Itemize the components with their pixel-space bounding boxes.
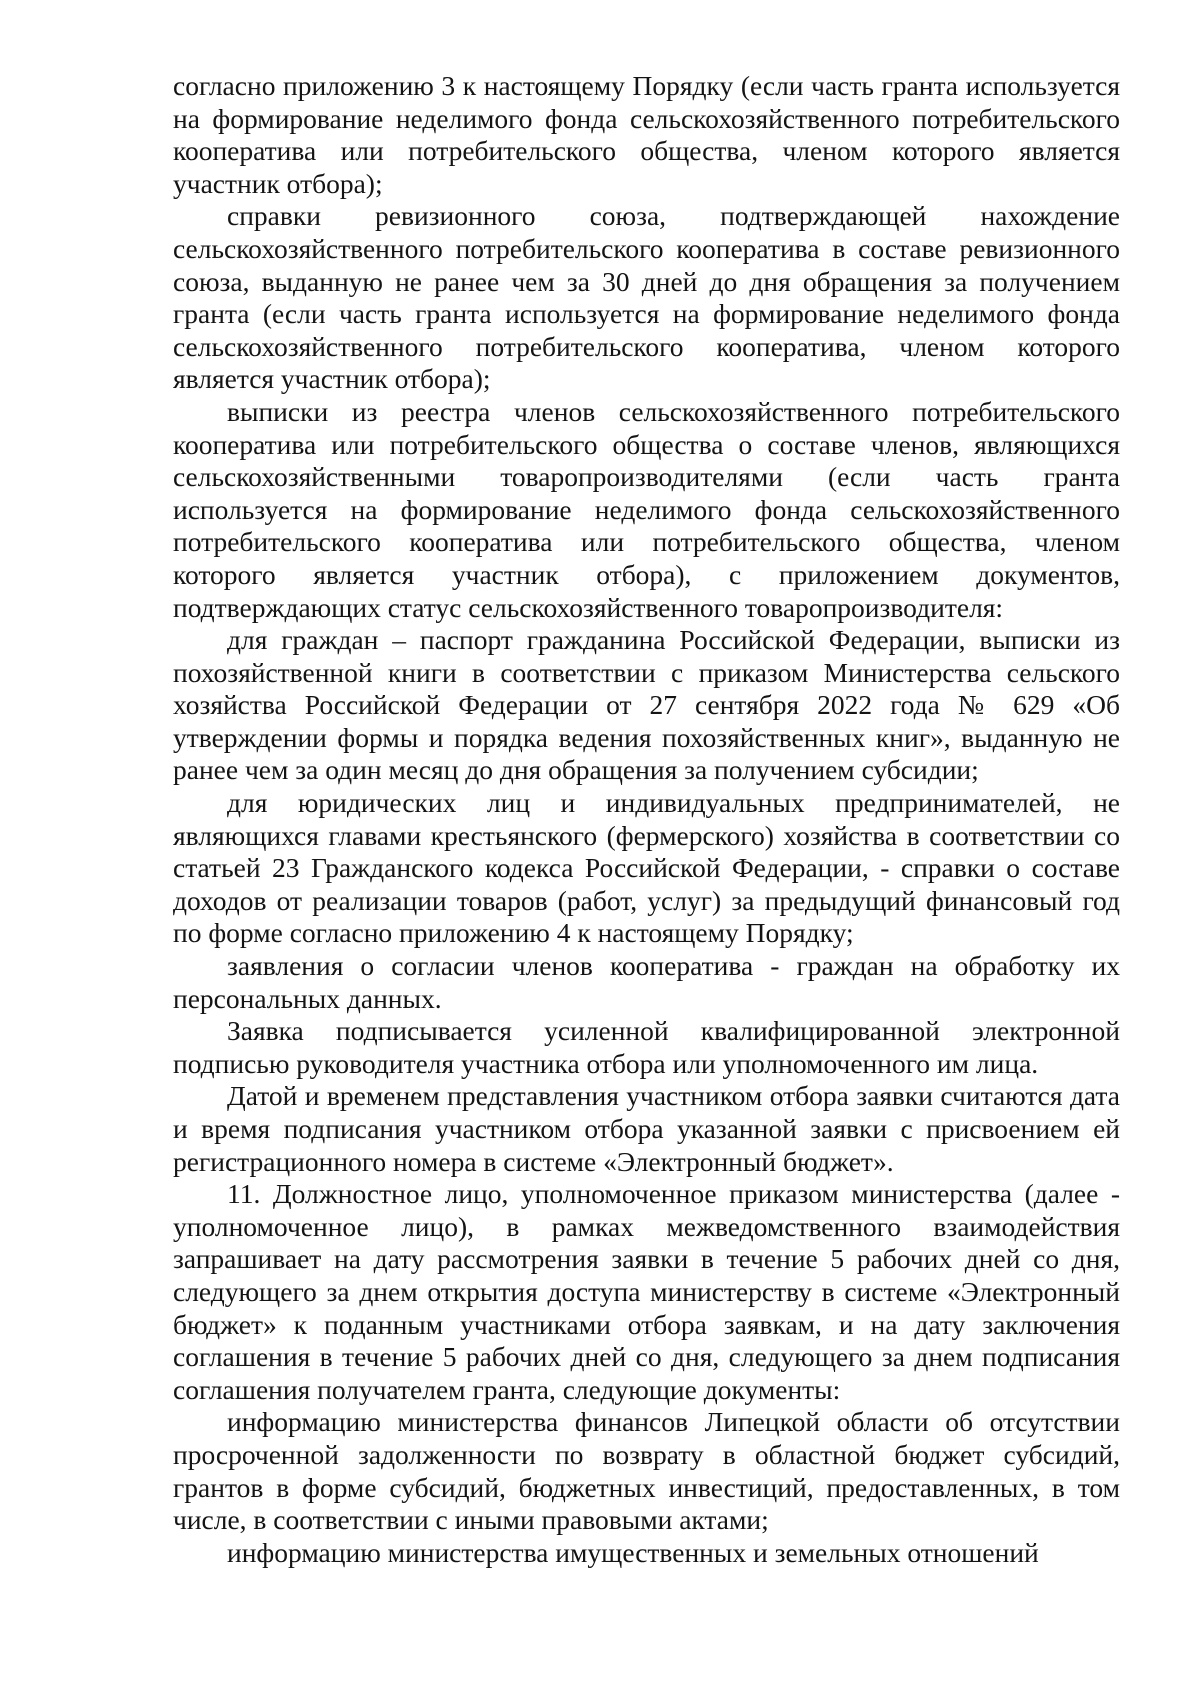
document-body (173, 70, 1120, 1569)
paragraph-citizens-documents: для граждан – паспорт гражданина Российской Федерации, выписки из похозяйственной книги в соответствии с приказом Министерства сельского хозяйства Российской Федерации от 27 сентября 2022 года № 629 «Об утверждении формы и порядка ведения похозяйственных книг», выданную не ранее чем за один месяц до дня обращения за получением субсидии; (173, 624, 1120, 786)
paragraph-application-signature: Заявка подписывается усиленной квалифицированной электронной подписью руководителя участника отбора или уполномоченного им лица. (173, 1015, 1120, 1079)
paragraph-continuation: согласно приложению 3 к настоящему Порядку (если часть гранта используется на формирование неделимого фонда сельскохозяйственного потребительского кооператива или потребительского общества, членом которого является участник отбора); (173, 70, 1120, 199)
paragraph-consent-statements: заявления о согласии членов кооператива - граждан на обработку их персональных данных. (173, 950, 1120, 1014)
paragraph-finance-ministry-info: информацию министерства финансов Липецкой области об отсутствии просроченной задолженности по возврату в областной бюджет субсидий, грантов в форме субсидий, бюджетных инвестиций, предоставленных, в том числе, в соответствии с иными правовыми актами; (173, 1406, 1120, 1536)
paragraph-submission-date: Датой и временем представления участником отбора заявки считаются дата и время подписания участником отбора указанной заявки с присвоением ей регистрационного номера в системе «Электронный бюджет». (173, 1080, 1120, 1177)
paragraph-section-11: 11. Должностное лицо, уполномоченное приказом министерства (далее - уполномоченное лицо), в рамках межведомственного взаимодействия запрашивает на дату рассмотрения заявки в течение 5 рабочих дней со дня, следующего за днем открытия доступа министерству в системе «Электронный бюджет» к поданным участниками отбора заявкам, и на дату заключения соглашения в течение 5 рабочих дней со дня, следующего за днем подписания соглашения получателем гранта, следующие документы: (173, 1178, 1120, 1405)
paragraph-members-registry-extract: выписки из реестра членов сельскохозяйственного потребительского кооператива или потребительского общества о составе членов, являющихся сельскохозяйственными товаропроизводителями (если часть гранта используется на формирование неделимого фонда сельскохозяйственного потребительского кооператива или потребительского общества, членом которого является участник отбора), с приложением документов, подтверждающих статус сельскохозяйственного товаропроизводителя: (173, 395, 1120, 623)
paragraph-legal-entities-documents: для юридических лиц и индивидуальных предпринимателей, не являющихся главами крестьянского (фермерского) хозяйства в соответствии со статьей 23 Гражданского кодекса Российской Федерации, - справки о составе доходов от реализации товаров (работ, услуг) за предыдущий финансовый год по форме согласно приложению 4 к настоящему Порядку; (173, 787, 1120, 949)
paragraph-property-ministry-info: информацию министерства имущественных и земельных отношений (227, 1536, 1039, 1568)
paragraph-revision-union-certificate: справки ревизионного союза, подтверждающей нахождение сельскохозяйственного потребительского кооператива в составе ревизионного союза, выданную не ранее чем за 30 дней до дня обращения за получением гранта (если часть гранта используется на формирование неделимого фонда сельскохозяйственного потребительского кооператива, членом которого является участник отбора); (173, 200, 1120, 395)
